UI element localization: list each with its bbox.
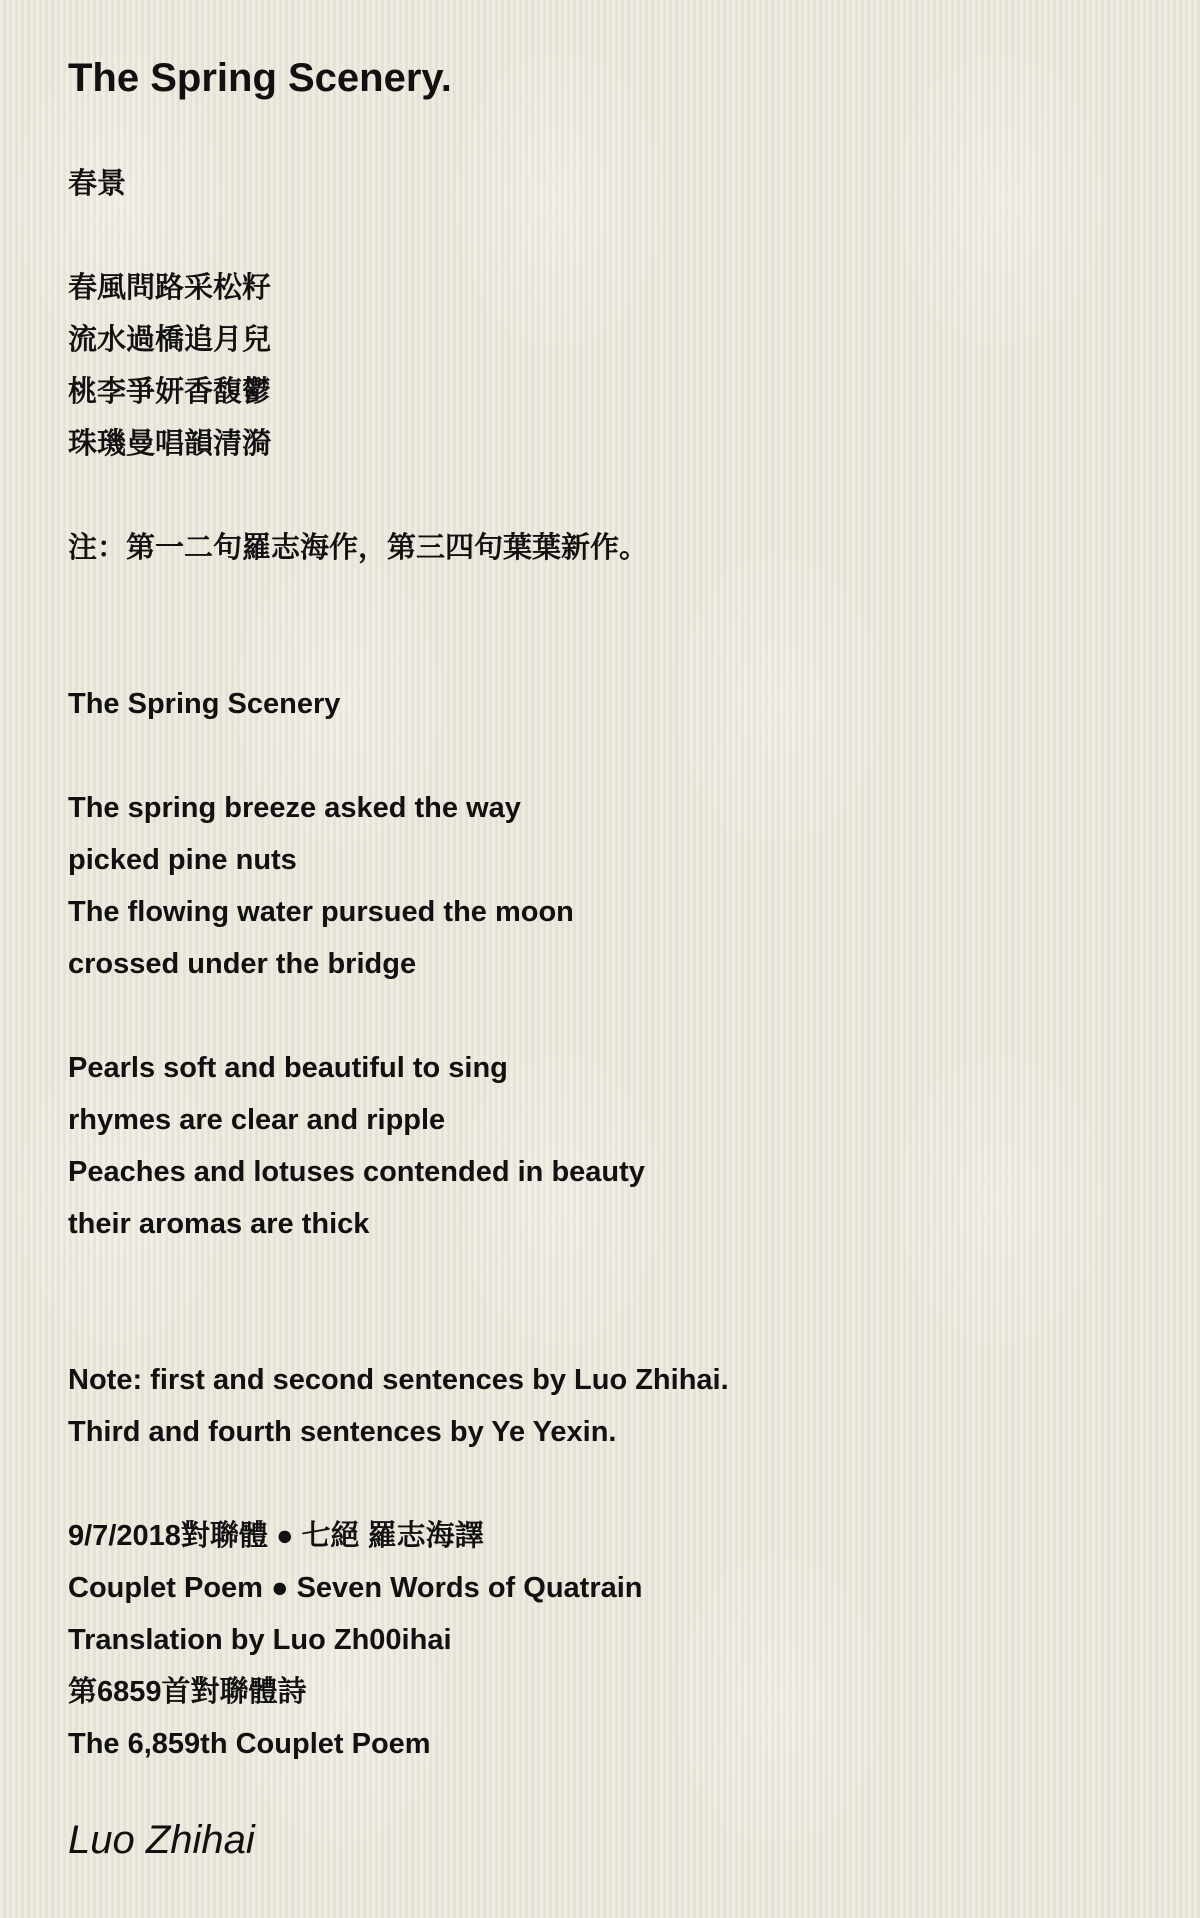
poem-line: Peaches and lotuses contended in beauty	[68, 1156, 645, 1188]
poem-line: Translation by Luo Zh00ihai	[68, 1624, 452, 1656]
poem-line: The 6,859th Couplet Poem	[68, 1728, 431, 1760]
blank-line	[68, 730, 1128, 782]
poem-line: The spring breeze asked the way	[68, 792, 521, 824]
poem-line: picked pine nuts	[68, 844, 297, 876]
poem-line: 流水過橋追月兒	[68, 324, 272, 356]
poem-line: 桃李爭妍香馥鬱	[68, 376, 272, 408]
blank-line	[68, 470, 1128, 522]
poem-line: 注：第一二句羅志海作，第三四句葉葉新作。	[68, 532, 649, 564]
blank-line	[68, 1250, 1128, 1302]
poem-line: The Spring Scenery	[68, 688, 341, 720]
poem-line: 春景	[68, 168, 127, 200]
poem-line: crossed under the bridge	[68, 948, 417, 980]
blank-line	[68, 1458, 1128, 1510]
poem-line: The flowing water pursued the moon	[68, 896, 574, 928]
blank-line	[68, 626, 1128, 678]
poem-body	[68, 106, 1128, 1770]
blank-line	[68, 210, 1128, 262]
blank-line	[68, 1302, 1128, 1354]
blank-line	[68, 106, 1128, 158]
poem-line: Couplet Poem ● Seven Words of Quatrain	[68, 1572, 643, 1604]
blank-line	[68, 574, 1128, 626]
author-signature: Luo Zhihai	[68, 1818, 255, 1862]
poem-line: 第6859首對聯體詩	[68, 1676, 307, 1708]
poem-line: Note: first and second sentences by Luo Zhihai.	[68, 1364, 729, 1396]
poem-line: 珠璣曼唱韻清漪	[68, 428, 272, 460]
poem-line: their aromas are thick	[68, 1208, 370, 1240]
blank-line	[68, 990, 1128, 1042]
poem-container	[68, 50, 1128, 1770]
poem-line: 9/7/2018對聯體 ● 七絕 羅志海譯	[68, 1520, 484, 1552]
poem-title: The Spring Scenery.	[68, 56, 452, 100]
poem-line: Third and fourth sentences by Ye Yexin.	[68, 1416, 617, 1448]
poem-line: 春風問路采松籽	[68, 272, 272, 304]
poem-line: Pearls soft and beautiful to sing	[68, 1052, 508, 1084]
poem-line: rhymes are clear and ripple	[68, 1104, 446, 1136]
